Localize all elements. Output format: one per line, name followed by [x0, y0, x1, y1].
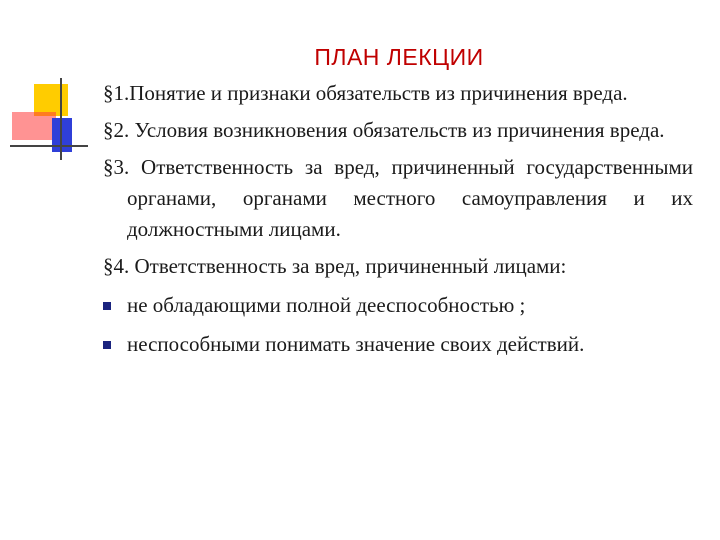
- bullet-item-1: [103, 290, 693, 321]
- decor-horizontal-line: [10, 145, 88, 147]
- section-4: §4. Ответственность за вред, причиненный лицами:: [103, 254, 567, 278]
- section-2: §2. Условия возникновения обязательств из причинения вреда.: [103, 118, 665, 142]
- slide-title: ПЛАН ЛЕКЦИИ: [314, 44, 484, 70]
- bullet-text-2: неспособными понимать значение своих действий.: [127, 332, 585, 356]
- decor-vertical-line: [60, 78, 62, 160]
- bullet-item-2: [103, 329, 693, 360]
- section-3: §3. Ответственность за вред, причиненный государственными органами, органами местного самоуправления и их должностными лицами.: [103, 155, 693, 241]
- bullet-text-1: не обладающими полной дееспособностью ;: [127, 293, 526, 317]
- section-1: §1.Понятие и признаки обязательств из причинения вреда.: [103, 81, 628, 105]
- lecture-plan: [103, 78, 693, 360]
- bullet-square-icon: [103, 341, 111, 349]
- bullet-square-icon: [103, 302, 111, 310]
- decor-red-square: [12, 112, 56, 140]
